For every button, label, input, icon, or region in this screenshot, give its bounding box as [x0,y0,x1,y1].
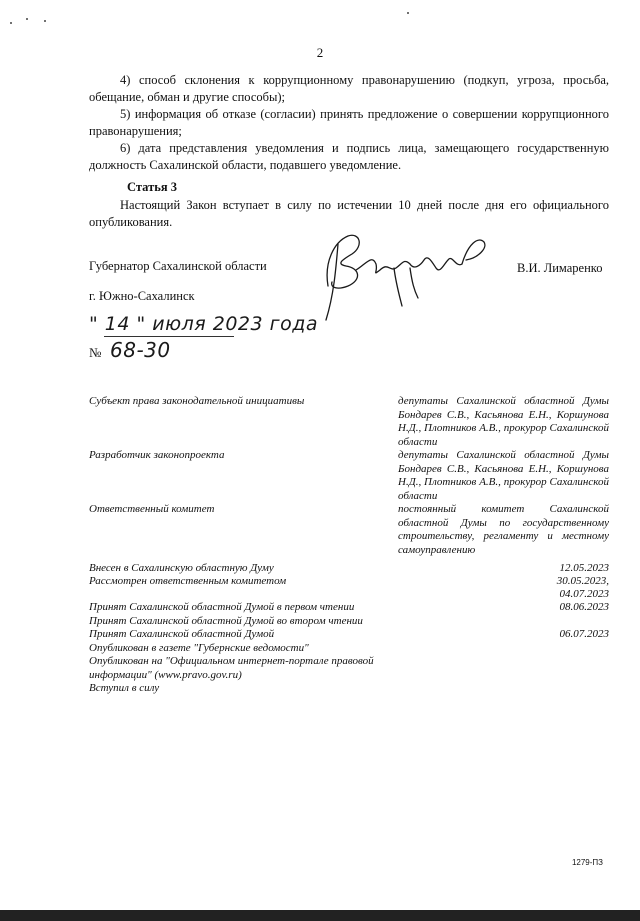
meta-label-committee: Ответственный комитет [89,503,215,515]
meta-value-committee: постоянный комитет Сахалинской областной Думы по государственному строительству, регламенту и местному самоуправлению [398,503,609,556]
history-label-published-newspaper: Опубликован в газете "Губернские ведомости" [89,642,309,654]
history-date-submitted: 12.05.2023 [559,562,609,574]
history-date-committee-review: 30.05.2023, [556,575,609,587]
signing-place: г. Южно-Сахалинск [89,289,195,303]
history-date-first-reading: 08.06.2023 [559,601,609,613]
history-date-committee-review-2: 04.07.2023 [559,588,609,600]
meta-value-developer: депутаты Сахалинской областной Думы Бондарев С.В., Касьянова Е.Н., Коршунова Н.Д., Плотников А.В., прокурор Сахалинской области [398,449,609,502]
handwritten-law-number: 68-30 [110,338,171,362]
meta-value-initiator: депутаты Сахалинской областной Думы Бондарев С.В., Касьянова Е.Н., Коршунова Н.Д., Плотников А.В., прокурор Сахалинской области [398,395,609,448]
law-number-label: № [89,345,102,360]
scan-speck [407,12,409,14]
article-text: Настоящий Закон вступает в силу по истечении 10 дней после дня его официального опубликования. [89,198,609,229]
history-label-entered-force: Вступил в силу [89,682,160,694]
page-number: 2 [316,45,324,60]
history-label-adopted: Принят Сахалинской областной Думой [89,628,275,640]
meta-label-developer: Разработчик законопроекта [89,449,225,461]
scan-speck [44,20,46,22]
article-title: Статья 3 [127,180,177,194]
history-label-second-reading: Принят Сахалинской областной Думой во втором чтении [89,615,363,627]
list-item-6: 6) дата представления уведомления и подпись лица, замещающего государственную должность Сахалинской области, подавшего уведомление. [89,141,609,172]
history-label-committee-review: Рассмотрен ответственным комитетом [89,575,287,587]
history-label-submitted: Внесен в Сахалинскую областную Думу [89,562,274,574]
signer-position: Губернатор Сахалинской области [89,259,267,273]
list-item-4: 4) способ склонения к коррупционному правонарушению (подкуп, угроза, просьба, обещание, обман и другие способы); [89,73,609,104]
scan-speck [26,18,28,20]
history-label-published-portal: Опубликован на "Официальном интернет-портале правовой информации" (www.pravo.gov.ru) [89,655,374,681]
handwritten-date: " 14 " июля 2023 года [89,313,319,335]
signer-name: В.И. Лимаренко [517,261,603,275]
history-date-adopted: 06.07.2023 [559,628,609,640]
governor-signature [316,224,496,324]
list-item-5: 5) информация об отказе (согласии) принять предложение о совершении коррупционного правонарушения; [89,107,609,138]
scan-speck [10,22,12,24]
document-code: 1279-ПЗ [571,858,603,867]
scan-bottom-edge [0,910,640,921]
history-label-first-reading: Принят Сахалинской областной Думой в первом чтении [89,601,355,613]
meta-label-initiator: Субъект права законодательной инициативы [89,395,305,407]
date-underline [104,336,234,337]
